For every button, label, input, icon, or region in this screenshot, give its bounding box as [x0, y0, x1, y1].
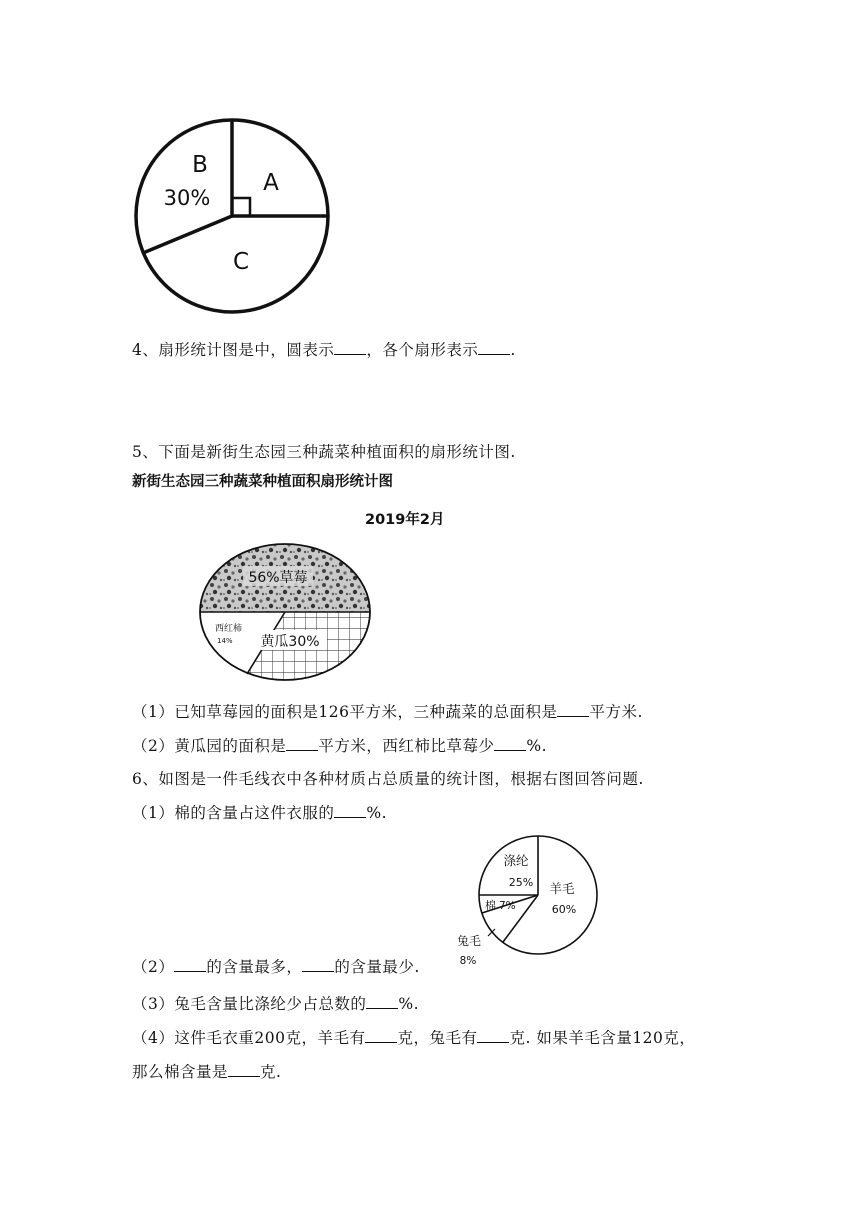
answer-blank[interactable] — [366, 994, 398, 1009]
question-6-3-text-2: %. — [398, 995, 420, 1013]
wool-percent: 60% — [551, 903, 577, 916]
answer-blank[interactable] — [302, 957, 334, 972]
rabbit-hair-label: 兔毛 — [456, 934, 482, 948]
question-5-1-text-1: （1）已知草莓园的面积是126平方米，三种蔬菜的总面积是 — [132, 703, 558, 721]
question-6-4-text-2: 克，兔毛有 — [397, 1029, 478, 1047]
answer-blank[interactable] — [334, 340, 366, 355]
abc-pie-chart — [130, 112, 340, 322]
question-5-2-text-1: （2）黄瓜园的面积是 — [132, 737, 287, 755]
question-6-4 — [132, 1026, 695, 1048]
answer-blank[interactable] — [174, 957, 206, 972]
question-5-2-text-3: %. — [526, 737, 548, 755]
sweater-pie-chart — [448, 830, 608, 975]
polyester-percent: 25% — [508, 876, 534, 889]
question-4-text-1: 4、扇形统计图是中，圆表示 — [132, 341, 335, 359]
question-4-text-2: ，各个扇形表示 — [366, 341, 479, 359]
abc-pie-label-b-percent: 30% — [163, 186, 211, 210]
answer-blank[interactable] — [365, 1028, 397, 1043]
answer-blank[interactable] — [557, 702, 589, 717]
abc-pie-label-b: B — [192, 152, 208, 178]
question-6-4-text-3: 克. 如果羊毛含量120克， — [509, 1029, 696, 1047]
question-6-2-text-3: 的含量最少. — [334, 958, 420, 976]
question-6-3-text-1: （3）兔毛含量比涤纶少占总数的 — [132, 995, 367, 1013]
question-5-2-text-2: 平方米，西红柿比草莓少 — [318, 737, 495, 755]
abc-pie-label-a: A — [263, 170, 279, 196]
cotton-percent: 7% — [499, 900, 516, 912]
question-6-4-continued — [132, 1060, 281, 1082]
question-6-1 — [132, 801, 387, 823]
question-5-intro: 5、下面是新街生态园三种蔬菜种植面积的扇形统计图. — [132, 443, 516, 461]
vegetable-chart-title: 新街生态园三种蔬菜种植面积扇形统计图 — [132, 474, 393, 490]
question-6-1-text-1: （1）棉的含量占这件衣服的 — [132, 804, 335, 822]
vegetable-pie-chart — [195, 540, 375, 684]
tomato-percent: 14% — [217, 637, 233, 645]
question-6-3 — [132, 992, 419, 1014]
question-5-2 — [132, 734, 547, 756]
cucumber-label: 黄瓜30% — [260, 634, 320, 650]
rabbit-hair-percent: 8% — [459, 955, 477, 967]
question-6-intro: 6、如图是一件毛线衣中各种材质占总质量的统计图，根据右图回答问题. — [132, 770, 644, 788]
question-5-1 — [132, 700, 643, 722]
polyester-label: 涤纶 — [503, 853, 529, 868]
question-6-2-text-2: 的含量最多， — [206, 958, 303, 976]
question-6-1-text-2: %. — [366, 804, 388, 822]
tomato-label: 西红柿 — [215, 624, 243, 634]
question-6-4-text-5: 克. — [260, 1063, 282, 1081]
answer-blank[interactable] — [477, 1028, 509, 1043]
strawberry-label: 56%草莓 — [248, 570, 308, 586]
answer-blank[interactable] — [228, 1062, 260, 1077]
question-4 — [132, 338, 516, 360]
answer-blank[interactable] — [334, 803, 366, 818]
answer-blank[interactable] — [494, 736, 526, 751]
question-6-2 — [132, 955, 420, 977]
answer-blank[interactable] — [286, 736, 318, 751]
abc-pie-label-c: C — [232, 249, 250, 275]
question-6-4-text-1: （4）这件毛衣重200克，羊毛有 — [132, 1029, 366, 1047]
question-6-4-text-4: 那么棉含量是 — [132, 1063, 229, 1081]
answer-blank[interactable] — [478, 340, 510, 355]
question-6-2-text-1: （2） — [132, 958, 175, 976]
wool-label: 羊毛 — [549, 881, 575, 896]
question-5-1-text-2: 平方米. — [589, 703, 643, 721]
vegetable-chart-date: 2019年2月 — [365, 512, 445, 528]
question-4-text-3: . — [510, 341, 516, 359]
cotton-label: 棉 — [485, 899, 496, 912]
